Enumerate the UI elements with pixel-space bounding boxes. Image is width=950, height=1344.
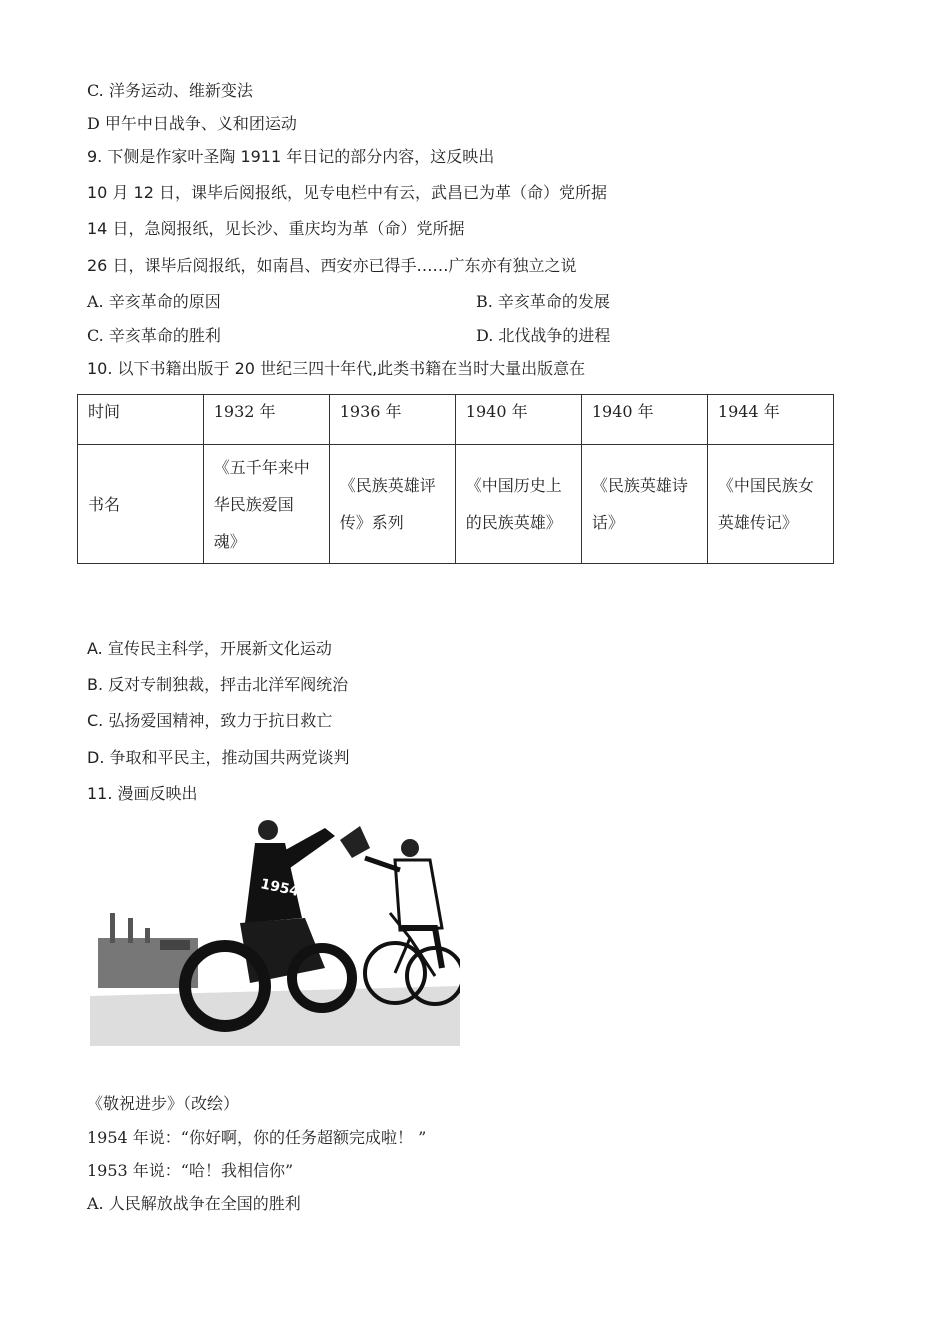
title-cell [203, 445, 329, 564]
q9-diary-line: 10 月 12 日，课毕后阅报纸，见专电栏中有云，武昌已为革（命）党所据 [87, 183, 607, 202]
q10-option-b: B. 反对专制独裁，抨击北洋军阀统治 [87, 675, 349, 694]
title-line: 《五千年来中 [213, 457, 310, 477]
q10-option-c: C. 弘扬爱国精神，致力于抗日救亡 [87, 711, 333, 730]
q9-option-d: D. 北伐战争的进程 [476, 326, 611, 345]
title-line: 《民族英雄诗 [591, 476, 688, 495]
table-row [78, 395, 834, 445]
q9-diary-line: 14 日，急阅报纸，见长沙、重庆均为革（命）党所据 [87, 219, 465, 238]
q10-option-d: D. 争取和平民主，推动国共两党谈判 [87, 748, 350, 767]
title-cell [455, 445, 581, 564]
row-header-title: 书名 [78, 445, 204, 564]
title-line: 的民族英雄》 [465, 513, 562, 532]
q9-option-b: B. 辛亥革命的发展 [476, 292, 610, 311]
cartoon-quote: 1953 年说：“哈！我相信你” [87, 1161, 294, 1180]
year-cell: 1932 年 [203, 395, 329, 445]
title-line: 《中国民族女 [717, 476, 814, 495]
year-cell: 1940 年 [455, 395, 581, 445]
q9-stem: 9. 下侧是作家叶圣陶 1911 年日记的部分内容，这反映出 [87, 147, 495, 166]
cartoon-label: 1954 [258, 876, 301, 900]
title-cell [581, 445, 707, 564]
q9-option-c: C. 辛亥革命的胜利 [87, 326, 221, 345]
title-cell [329, 445, 455, 564]
q10-option-a: A. 宣传民主科学，开展新文化运动 [87, 639, 332, 658]
cartoon-caption: 《敬祝进步》（改绘） [87, 1094, 240, 1113]
year-cell: 1940 年 [581, 395, 707, 445]
title-cell [707, 445, 833, 564]
q11-option-a: A. 人民解放战争在全国的胜利 [87, 1194, 301, 1213]
q8-option-d: D 甲午中日战争、义和团运动 [87, 114, 297, 133]
q8-option-c: C. 洋务运动、维新变法 [87, 81, 253, 100]
year-cell: 1936 年 [329, 395, 455, 445]
title-line: 《民族英雄评 [339, 476, 436, 495]
cartoon-quote: 1954 年说：“你好啊，你的任务超额完成啦！ ” [87, 1128, 427, 1147]
title-line: 英雄传记》 [717, 513, 798, 532]
title-line: 魂》 [213, 531, 246, 551]
title-line: 传》系列 [339, 513, 404, 532]
row-header-time: 时间 [78, 395, 204, 445]
q9-option-a: A. 辛亥革命的原因 [87, 292, 221, 311]
title-line: 华民族爱国 [213, 494, 294, 514]
books-table [77, 394, 834, 564]
title-line: 《中国历史上 [465, 476, 562, 495]
title-line: 话》 [591, 513, 624, 532]
bicycle-rider [340, 826, 460, 1004]
year-cell: 1944 年 [707, 395, 833, 445]
q9-diary-line: 26 日，课毕后阅报纸，如南昌、西安亦已得手……广东亦有独立之说 [87, 256, 577, 275]
table-row [78, 445, 834, 564]
q10-stem: 10. 以下书籍出版于 20 世纪三四十年代,此类书籍在当时大量出版意在 [87, 359, 586, 378]
cartoon-image [90, 818, 460, 1046]
q11-stem: 11. 漫画反映出 [87, 784, 198, 803]
